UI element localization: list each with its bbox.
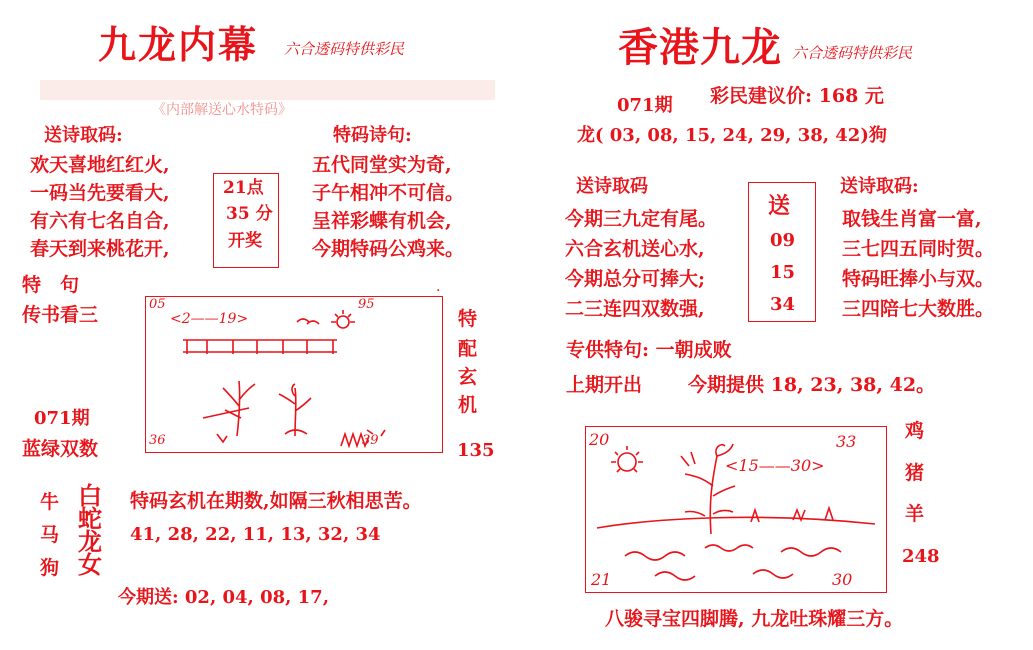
send-number: 09 (770, 230, 796, 251)
zodiac-mid: 蛇 (78, 504, 102, 533)
zodiac-mid: 白 (78, 481, 102, 510)
last-open-label: 上期开出 (566, 374, 643, 396)
left-shadow-band (40, 80, 495, 100)
zodiac-left: 马 (40, 524, 60, 546)
left-poem2-line: 五代同堂实为奇, (312, 154, 452, 176)
right-title: 香港九龙 (618, 24, 782, 71)
zodiac-left: 狗 (40, 557, 60, 579)
left-poem-line: 有六有七名自合, (30, 210, 170, 232)
left-drawing-corner-tr: 95 (358, 297, 375, 312)
right-drawing-corner-tl: 20 (589, 430, 610, 449)
left-dot: . (436, 279, 441, 295)
left-color-hint: 蓝绿双数 (22, 438, 99, 460)
right-drawing-range: <15——30> (725, 456, 825, 475)
side-vertical-char: 特 (458, 308, 478, 330)
right-poem2-heading: 送诗取码: (840, 176, 919, 197)
right-side-number: 248 (902, 546, 940, 567)
right-poem2-line: 取钱生肖富一富, (842, 208, 982, 230)
left-poem2-line: 子午相冲不可信。 (312, 182, 465, 204)
right-poem-heading: 送诗取码 (576, 176, 648, 197)
right-issue: 071期 (617, 95, 673, 116)
draw-time-hour: 21点 (223, 178, 264, 198)
side-vertical-char: 机 (458, 394, 478, 416)
zodiac-mid: 女 (78, 550, 102, 579)
zodiac-left: 牛 (40, 491, 60, 513)
left-poem-line: 欢天喜地红红火, (30, 154, 170, 176)
left-numbers: 41, 28, 22, 11, 13, 32, 34 (130, 524, 381, 545)
right-poem-line: 今期总分可捧大; (565, 268, 706, 290)
left-poem2-line: 今期特码公鸡来。 (312, 238, 465, 260)
left-poem2-heading: 特码诗句: (333, 125, 412, 146)
right-drawing-corner-br: 30 (832, 570, 853, 589)
zodiac-mid: 龙 (78, 527, 102, 556)
right-drawing-corner-bl: 21 (591, 570, 612, 589)
offer-numbers: 今期提供 18, 23, 38, 42。 (688, 374, 936, 396)
draw-time-minute: 35 分 (226, 204, 273, 224)
left-drawing-corner-br: 39 (362, 433, 379, 448)
left-side-number: 135 (457, 440, 495, 461)
left-poem-line: 春天到来桃花开, (30, 238, 170, 260)
right-poem2-line: 特码旺捧小与双。 (842, 268, 995, 290)
right-poem2-line: 三七四五同时贺。 (842, 238, 995, 260)
right-subtitle: 六合透码特供彩民 (792, 44, 913, 62)
animal-chicken: 鸡 (905, 420, 925, 442)
left-title: 九龙内幕 (98, 22, 259, 67)
side-vertical-char: 配 (458, 338, 478, 360)
send-number: 15 (770, 262, 796, 283)
left-poem-line: 一码当先要看大, (30, 182, 170, 204)
right-poem-line: 二三连四双数强, (565, 298, 705, 320)
right-price: 彩民建议价: 168 元 (710, 85, 884, 107)
left-subtitle: 六合透码特供彩民 (284, 40, 405, 58)
left-tagline: 《内部解送心水特码》 (152, 102, 292, 118)
left-drawing-corner-bl: 36 (149, 433, 166, 448)
left-riddle: 特码玄机在期数,如隔三秋相思苦。 (130, 490, 422, 512)
right-drawing-corner-tr: 33 (836, 432, 857, 451)
special-verse-text: 传书看三 (22, 304, 99, 326)
left-issue: 071期 (34, 408, 90, 429)
left-drawing-corner-tl: 05 (149, 297, 166, 312)
send-label: 送 (768, 193, 791, 219)
left-poem2-line: 呈祥彩蝶有机会, (312, 210, 452, 232)
left-drawing-range: <2——19> (170, 311, 249, 327)
left-send-numbers: 今期送: 02, 04, 08, 17, (118, 587, 329, 608)
draw-time-label: 开奖 (228, 231, 262, 251)
left-poem-heading: 送诗取码: (44, 125, 123, 146)
left-drawing-sketch (145, 296, 441, 451)
right-footer-verse: 八骏寻宝四脚腾, 九龙吐珠耀三方。 (605, 608, 904, 630)
special-offer-line: 专供特句: 一朝成败 (566, 339, 732, 361)
special-verse-label: 特 句 (22, 274, 80, 296)
side-vertical-char: 玄 (458, 366, 478, 388)
animal-sheep: 羊 (905, 503, 925, 525)
dragon-number-range: 龙( 03, 08, 15, 24, 29, 38, 42)狗 (577, 125, 887, 146)
send-number: 34 (770, 294, 796, 315)
right-poem2-line: 三四陪七大数胜。 (842, 298, 995, 320)
right-poem-line: 六合玄机送心水, (565, 238, 705, 260)
right-drawing-sketch (585, 426, 885, 591)
animal-pig: 猪 (905, 462, 925, 484)
right-poem-line: 今期三九定有尾。 (565, 208, 718, 230)
